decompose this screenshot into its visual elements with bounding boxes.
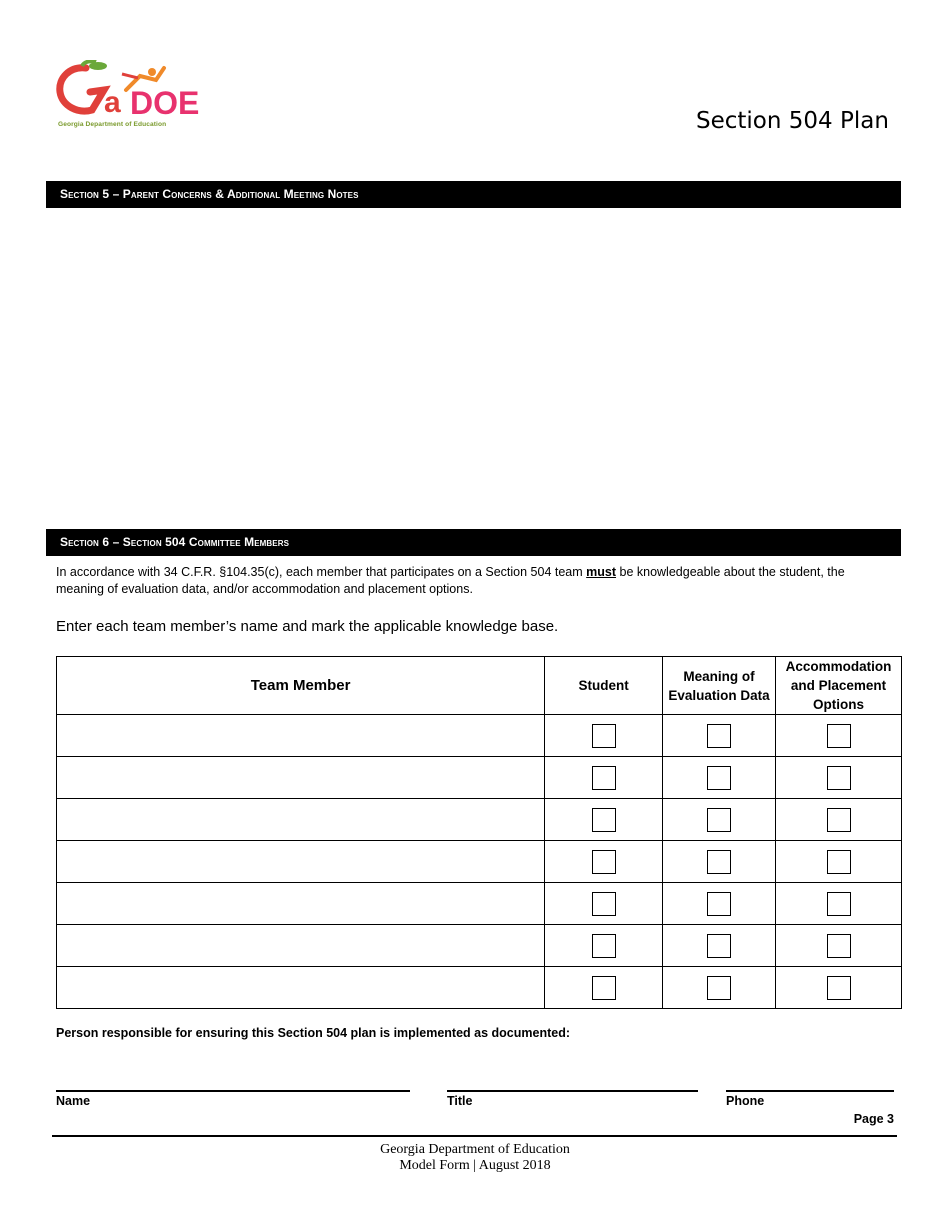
responsible-person-label: Person responsible for ensuring this Section 504 plan is implemented as documented: xyxy=(56,1026,571,1040)
accommodation-checkbox[interactable] xyxy=(827,724,851,748)
accommodation-checkbox[interactable] xyxy=(827,850,851,874)
title-signature-line[interactable] xyxy=(447,1090,698,1092)
footer-organization: Georgia Department of Education xyxy=(380,1142,570,1157)
logo-subtext: Georgia Department of Education xyxy=(58,121,167,128)
svg-text:a: a xyxy=(104,86,121,119)
accommodation-checkbox[interactable] xyxy=(827,766,851,790)
table-row xyxy=(57,841,902,883)
evaluation-data-checkbox[interactable] xyxy=(707,808,731,832)
student-checkbox[interactable] xyxy=(592,766,616,790)
footer xyxy=(0,1142,950,1174)
table-row xyxy=(57,925,902,967)
team-member-name-field[interactable] xyxy=(57,757,545,799)
page-number: Page 3 xyxy=(853,1112,894,1126)
evaluation-data-checkbox[interactable] xyxy=(707,850,731,874)
section-5-heading: Section 5 – Parent Concerns & Additional Meeting Notes xyxy=(46,181,901,208)
footer-divider xyxy=(52,1135,897,1137)
team-member-name-field[interactable] xyxy=(57,883,545,925)
column-header-team-member: Team Member xyxy=(57,657,545,715)
table-row xyxy=(57,757,902,799)
title-label: Title xyxy=(447,1094,473,1108)
parent-concerns-notes-area[interactable] xyxy=(46,210,901,525)
emphasis-must: must xyxy=(586,565,617,579)
name-signature-line[interactable] xyxy=(56,1090,410,1092)
table-row xyxy=(57,883,902,925)
evaluation-data-checkbox[interactable] xyxy=(707,976,731,1000)
section-6-heading: Section 6 – Section 504 Committee Members xyxy=(46,529,901,556)
team-member-name-field[interactable] xyxy=(57,841,545,883)
gadoe-logo xyxy=(56,60,201,136)
student-checkbox[interactable] xyxy=(592,934,616,958)
evaluation-data-checkbox[interactable] xyxy=(707,766,731,790)
evaluation-data-checkbox[interactable] xyxy=(707,724,731,748)
committee-members-table xyxy=(56,656,902,1009)
footer-form-date: Model Form | August 2018 xyxy=(399,1158,551,1173)
accommodation-checkbox[interactable] xyxy=(827,892,851,916)
accommodation-checkbox[interactable] xyxy=(827,808,851,832)
evaluation-data-checkbox[interactable] xyxy=(707,892,731,916)
team-member-name-field[interactable] xyxy=(57,715,545,757)
student-checkbox[interactable] xyxy=(592,976,616,1000)
document-title: Section 504 Plan xyxy=(696,108,889,134)
student-checkbox[interactable] xyxy=(592,724,616,748)
evaluation-data-checkbox[interactable] xyxy=(707,934,731,958)
team-member-name-field[interactable] xyxy=(57,799,545,841)
instruction-text: Enter each team member’s name and mark the applicable knowledge base. xyxy=(56,618,559,635)
requirement-paragraph: In accordance with 34 C.F.R. §104.35(c), each member that participates on a Section 504 team must be knowledgeable about the student, the meaning of evaluation data, and/or accommodation and placement options. xyxy=(56,565,845,596)
name-label: Name xyxy=(56,1094,91,1108)
team-member-name-field[interactable] xyxy=(57,925,545,967)
phone-signature-line[interactable] xyxy=(726,1090,894,1092)
accommodation-checkbox[interactable] xyxy=(827,934,851,958)
logo-graphic-icon xyxy=(56,60,201,120)
student-checkbox[interactable] xyxy=(592,892,616,916)
phone-label: Phone xyxy=(726,1094,765,1108)
student-checkbox[interactable] xyxy=(592,850,616,874)
svg-text:DOE: DOE xyxy=(130,85,200,120)
column-header-student: Student xyxy=(545,657,663,715)
column-header-accommodation: Accommodation and Placement Options xyxy=(776,657,902,715)
student-checkbox[interactable] xyxy=(592,808,616,832)
column-header-evaluation-data: Meaning of Evaluation Data xyxy=(663,657,776,715)
team-member-name-field[interactable] xyxy=(57,967,545,1009)
table-row xyxy=(57,967,902,1009)
table-row xyxy=(57,799,902,841)
table-row xyxy=(57,715,902,757)
accommodation-checkbox[interactable] xyxy=(827,976,851,1000)
